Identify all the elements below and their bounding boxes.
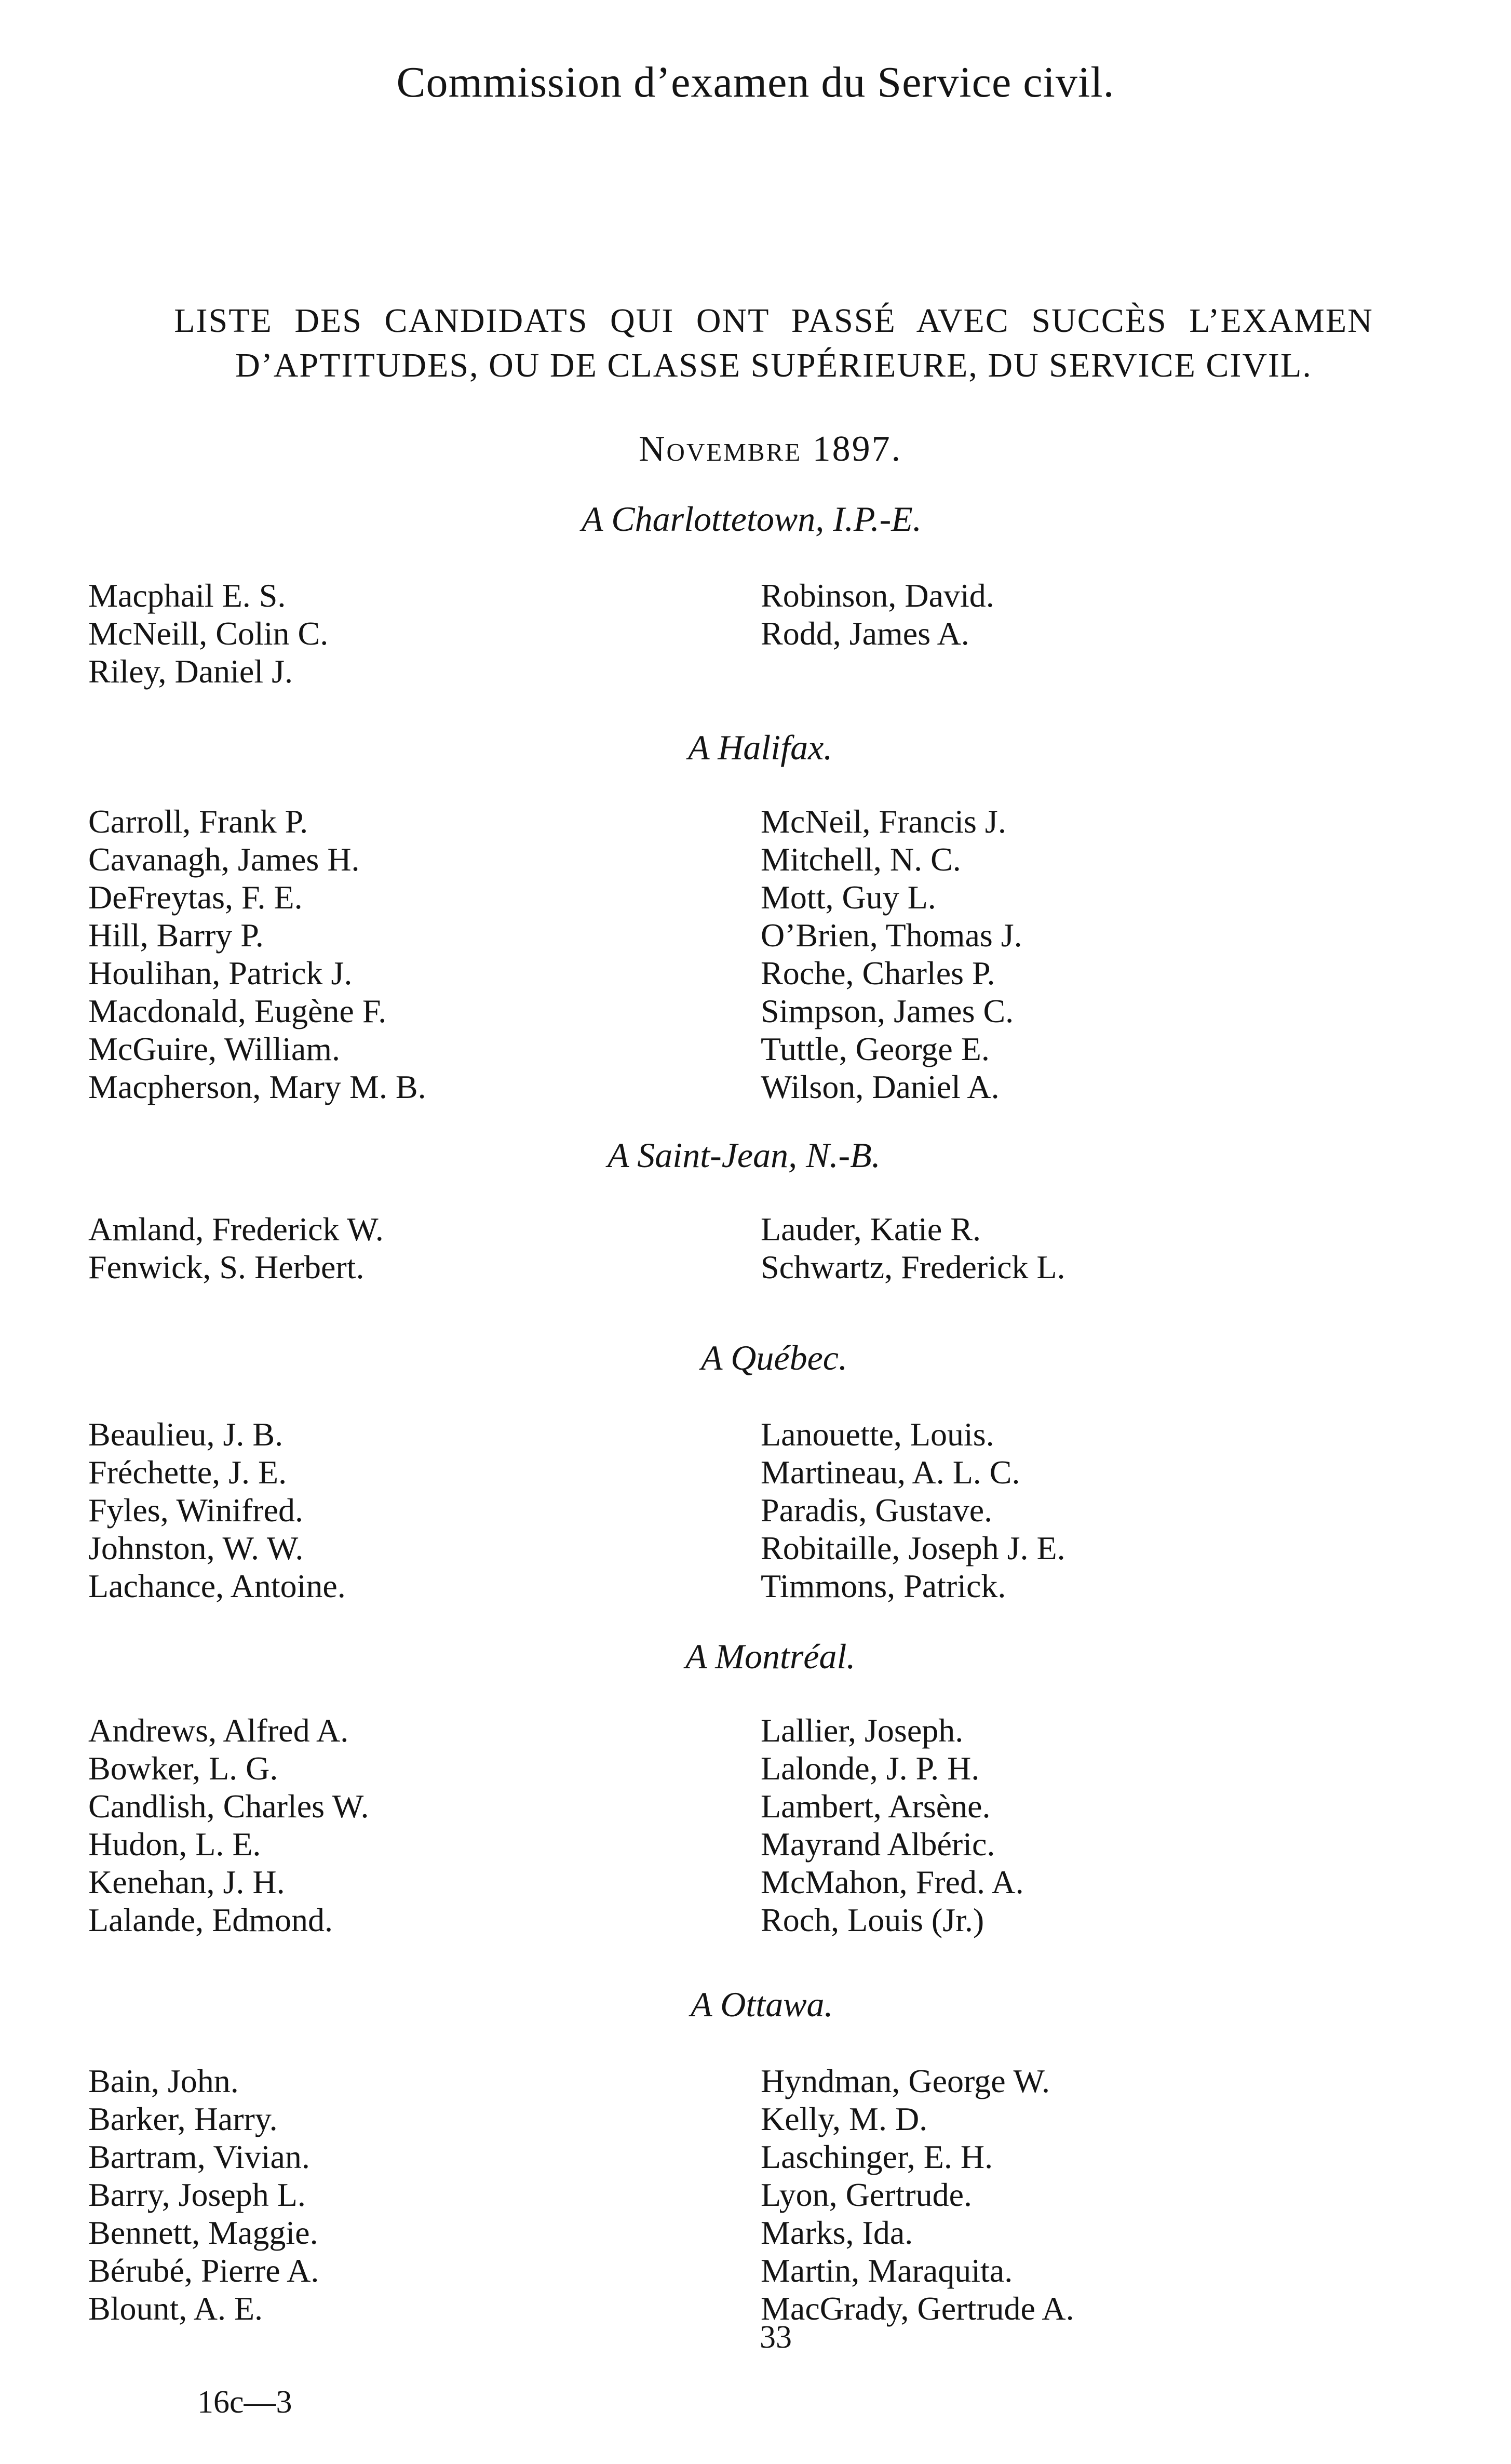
candidate-list-left-charlottetown xyxy=(88,577,328,690)
place-heading-ottawa: A Ottawa. xyxy=(691,1985,833,2024)
place-heading-montreal: A Montréal. xyxy=(685,1637,856,1676)
candidate-name: Macdonald, Eugène F. xyxy=(88,993,387,1029)
candidate-name: Barker, Harry. xyxy=(88,2100,278,2137)
candidate-name: Martin, Maraquita. xyxy=(761,2252,1013,2289)
place-heading-charlottetown: A Charlottetown, I.P.-E. xyxy=(582,499,922,539)
page-number: 33 xyxy=(760,2320,792,2355)
candidate-name: Andrews, Alfred A. xyxy=(88,1712,349,1749)
candidate-name: McNeil, Francis J. xyxy=(761,803,1006,840)
title-line-1: LISTE DES CANDIDATS QUI ONT PASSÉ AVEC SUCCÈS L’EXAMEN xyxy=(174,302,1373,340)
candidate-name: Martineau, A. L. C. xyxy=(761,1454,1020,1491)
candidate-name: Marks, Ida. xyxy=(761,2214,913,2251)
candidate-name: Bartram, Vivian. xyxy=(88,2138,310,2175)
candidate-list-left-ottawa xyxy=(88,2062,319,2327)
candidate-name: Wilson, Daniel A. xyxy=(761,1068,1000,1105)
candidate-name: O’Brien, Thomas J. xyxy=(761,917,1022,954)
candidate-name: Simpson, James C. xyxy=(761,993,1014,1029)
candidate-name: Mitchell, N. C. xyxy=(761,841,961,878)
candidate-name: Bérubé, Pierre A. xyxy=(88,2252,319,2289)
candidate-name: Bain, John. xyxy=(88,2063,239,2099)
candidate-name: Lachance, Antoine. xyxy=(88,1568,346,1604)
candidate-name: Bowker, L. G. xyxy=(88,1750,278,1787)
candidate-name: Beaulieu, J. B. xyxy=(88,1416,284,1453)
candidate-name: Mott, Guy L. xyxy=(761,879,936,916)
candidate-name: Amland, Frederick W. xyxy=(88,1211,384,1248)
candidate-name: MacGrady, Gertrude A. xyxy=(761,2290,1074,2327)
candidate-name: Roche, Charles P. xyxy=(761,955,995,992)
candidate-name: Carroll, Frank P. xyxy=(88,803,308,840)
candidate-name: Barry, Joseph L. xyxy=(88,2176,306,2213)
candidate-name: McMahon, Fred. A. xyxy=(761,1864,1024,1900)
candidate-name: Laschinger, E. H. xyxy=(761,2138,993,2175)
candidate-list-right-montreal xyxy=(761,1711,1024,1939)
candidate-list-right-charlottetown xyxy=(761,577,994,652)
candidate-name: McGuire, William. xyxy=(88,1030,341,1067)
running-head: Commission d’examen du Service civil. xyxy=(396,58,1115,106)
title-line-2: D’APTITUDES, OU DE CLASSE SUPÉRIEURE, DU SERVICE CIVIL. xyxy=(235,346,1312,384)
candidate-name: Hudon, L. E. xyxy=(88,1826,261,1863)
candidate-name: Bennett, Maggie. xyxy=(88,2214,318,2251)
candidate-name: Robitaille, Joseph J. E. xyxy=(761,1530,1065,1566)
printer-signature: 16c—3 xyxy=(197,2385,292,2420)
candidate-name: Hill, Barry P. xyxy=(88,917,264,954)
candidate-name: Macphail E. S. xyxy=(88,577,286,614)
candidate-name: Johnston, W. W. xyxy=(88,1530,304,1566)
candidate-name: Kenehan, J. H. xyxy=(88,1864,285,1900)
candidate-list-left-montreal xyxy=(88,1711,369,1939)
place-heading-quebec: A Québec. xyxy=(701,1338,847,1377)
candidate-list-left-saint-jean xyxy=(88,1210,384,1286)
document-title xyxy=(88,299,1459,388)
candidate-name: Roch, Louis (Jr.) xyxy=(761,1901,984,1938)
candidate-name: Lambert, Arsène. xyxy=(761,1788,991,1825)
candidate-name: Lanouette, Louis. xyxy=(761,1416,994,1453)
candidate-name: DeFreytas, F. E. xyxy=(88,879,303,916)
candidate-name: Tuttle, George E. xyxy=(761,1030,990,1067)
candidate-list-left-halifax xyxy=(88,802,426,1106)
candidate-name: Blount, A. E. xyxy=(88,2290,263,2327)
candidate-name: Robinson, David. xyxy=(761,577,994,614)
candidate-name: Macpherson, Mary M. B. xyxy=(88,1068,426,1105)
candidate-name: Hyndman, George W. xyxy=(761,2063,1050,2099)
candidate-name: Riley, Daniel J. xyxy=(88,653,293,690)
candidate-name: Lalonde, J. P. H. xyxy=(761,1750,980,1787)
candidate-list-right-saint-jean xyxy=(761,1210,1065,1286)
candidate-name: Schwartz, Frederick L. xyxy=(761,1249,1065,1285)
place-heading-halifax: A Halifax. xyxy=(688,728,833,767)
candidate-list-left-quebec xyxy=(88,1415,346,1605)
candidate-name: Lalande, Edmond. xyxy=(88,1901,333,1938)
candidate-name: Lauder, Katie R. xyxy=(761,1211,981,1248)
place-heading-saint-jean: A Saint-Jean, N.-B. xyxy=(608,1135,881,1175)
candidate-name: Houlihan, Patrick J. xyxy=(88,955,353,992)
candidate-name: Fréchette, J. E. xyxy=(88,1454,287,1491)
candidate-name: Lyon, Gertrude. xyxy=(761,2176,972,2213)
candidate-name: Paradis, Gustave. xyxy=(761,1492,993,1529)
exam-date: Novembre 1897. xyxy=(639,429,902,469)
candidate-name: Mayrand Albéric. xyxy=(761,1826,995,1863)
candidate-list-right-halifax xyxy=(761,802,1022,1106)
candidate-name: Fenwick, S. Herbert. xyxy=(88,1249,365,1285)
candidate-name: Fyles, Winifred. xyxy=(88,1492,303,1529)
candidate-name: Rodd, James A. xyxy=(761,615,969,652)
candidate-name: Timmons, Patrick. xyxy=(761,1568,1006,1604)
candidate-list-right-quebec xyxy=(761,1415,1065,1605)
candidate-name: Cavanagh, James H. xyxy=(88,841,360,878)
candidate-name: McNeill, Colin C. xyxy=(88,615,329,652)
candidate-name: Kelly, M. D. xyxy=(761,2100,928,2137)
candidate-name: Candlish, Charles W. xyxy=(88,1788,369,1825)
candidate-name: Lallier, Joseph. xyxy=(761,1712,964,1749)
candidate-list-right-ottawa xyxy=(761,2062,1074,2327)
